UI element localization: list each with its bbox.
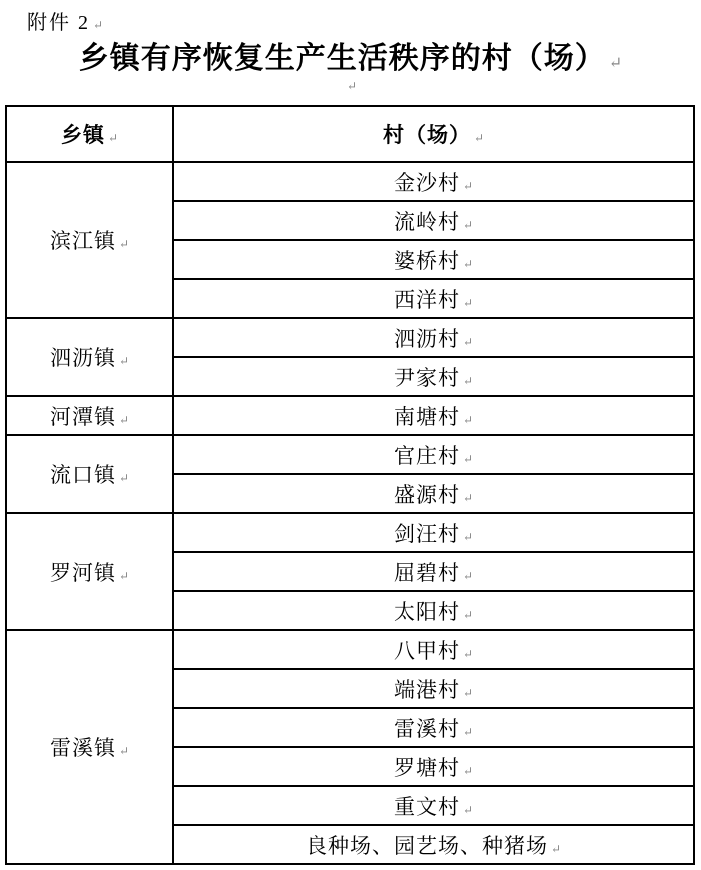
village-cell bbox=[173, 708, 694, 747]
paragraph-mark-icon: ↵ bbox=[462, 490, 474, 505]
paragraph-mark-icon: ↵ bbox=[473, 131, 485, 145]
village-cell bbox=[173, 162, 694, 201]
cell-text: 良种场、园艺场、种猪场 bbox=[305, 833, 548, 858]
township-cell bbox=[6, 435, 173, 513]
village-cell bbox=[173, 786, 694, 825]
cell-text: 端港村 bbox=[393, 677, 460, 702]
paragraph-mark-icon: ↵ bbox=[462, 568, 474, 583]
village-cell bbox=[173, 474, 694, 513]
cell-text: 罗塘村 bbox=[393, 755, 460, 780]
paragraph-mark-icon: ↵ bbox=[462, 451, 474, 466]
cell-text: 盛源村 bbox=[393, 482, 460, 507]
table-header-village bbox=[173, 106, 694, 162]
cell-text: 罗河镇 bbox=[49, 560, 116, 585]
paragraph-mark-icon: ↵ bbox=[608, 55, 623, 72]
village-cell bbox=[173, 279, 694, 318]
cell-text: 太阳村 bbox=[393, 599, 460, 624]
table-row bbox=[6, 630, 694, 669]
cell-text: 官庄村 bbox=[393, 443, 460, 468]
paragraph-mark-icon: ↵ bbox=[550, 841, 562, 856]
cell-text: 流岭村 bbox=[393, 209, 460, 234]
village-cell bbox=[173, 357, 694, 396]
township-cell bbox=[6, 513, 173, 630]
paragraph-mark-icon: ↵ bbox=[346, 79, 358, 93]
table-row bbox=[6, 162, 694, 201]
table-header-row bbox=[6, 106, 694, 162]
village-cell bbox=[173, 435, 694, 474]
cell-text: 流口镇 bbox=[49, 463, 116, 487]
cell-text: 金沙村 bbox=[393, 170, 460, 195]
paragraph-mark-icon: ↵ bbox=[462, 802, 474, 817]
township-cell bbox=[6, 318, 173, 396]
cell-text: 南塘村 bbox=[393, 404, 460, 429]
table-row bbox=[6, 435, 694, 474]
paragraph-mark-icon: ↵ bbox=[118, 568, 130, 583]
table-header bbox=[6, 106, 694, 162]
paragraph-mark-icon: ↵ bbox=[462, 256, 474, 271]
townships-table bbox=[5, 105, 695, 865]
paragraph-mark-icon: ↵ bbox=[462, 646, 474, 661]
paragraph-mark-icon: ↵ bbox=[462, 412, 474, 427]
cell-text: 雷溪镇 bbox=[49, 736, 116, 760]
village-cell bbox=[173, 747, 694, 786]
village-cell bbox=[173, 396, 694, 435]
paragraph-mark-icon: ↵ bbox=[462, 724, 474, 739]
paragraph-mark-icon: ↵ bbox=[118, 471, 130, 485]
cell-text: 婆桥村 bbox=[393, 248, 460, 273]
township-cell bbox=[6, 630, 173, 864]
paragraph-mark-icon: ↵ bbox=[462, 607, 474, 622]
cell-text: 河潭镇 bbox=[49, 404, 116, 429]
cell-text: 西洋村 bbox=[393, 287, 460, 312]
village-cell bbox=[173, 201, 694, 240]
village-cell bbox=[173, 318, 694, 357]
paragraph-mark-icon: ↵ bbox=[462, 763, 474, 778]
village-cell bbox=[173, 630, 694, 669]
paragraph-mark-icon: ↵ bbox=[118, 354, 130, 368]
paragraph-mark-icon: ↵ bbox=[462, 529, 474, 544]
table-row bbox=[6, 396, 694, 435]
paragraph-mark-icon: ↵ bbox=[93, 18, 104, 32]
paragraph-mark-icon: ↵ bbox=[462, 334, 474, 349]
empty-paragraph bbox=[0, 80, 701, 92]
paragraph-mark-icon: ↵ bbox=[462, 685, 474, 700]
page-title-text: 乡镇有序恢复生产生活秩序的村（场） bbox=[78, 42, 606, 75]
header-village-text: 村（场） bbox=[382, 123, 471, 147]
township-cell bbox=[6, 396, 173, 435]
paragraph-mark-icon: ↵ bbox=[118, 412, 130, 427]
paragraph-mark-icon: ↵ bbox=[107, 131, 119, 145]
township-cell bbox=[6, 162, 173, 318]
cell-text: 重文村 bbox=[393, 794, 460, 819]
paragraph-mark-icon: ↵ bbox=[462, 178, 474, 193]
paragraph-mark-icon: ↵ bbox=[462, 295, 474, 310]
village-cell bbox=[173, 552, 694, 591]
table-header-township bbox=[6, 106, 173, 162]
cell-text: 八甲村 bbox=[393, 638, 460, 663]
cell-text: 泗沥村 bbox=[393, 326, 460, 351]
cell-text: 剑汪村 bbox=[393, 521, 460, 546]
village-cell bbox=[173, 669, 694, 708]
paragraph-mark-icon: ↵ bbox=[118, 744, 130, 758]
paragraph-mark-icon: ↵ bbox=[462, 217, 474, 232]
cell-text: 尹家村 bbox=[393, 365, 460, 390]
cell-text: 泗沥镇 bbox=[49, 346, 116, 370]
header-township-text: 乡镇 bbox=[60, 123, 105, 147]
village-cell bbox=[173, 591, 694, 630]
cell-text: 屈碧村 bbox=[393, 560, 460, 585]
village-cell bbox=[173, 240, 694, 279]
table-row bbox=[6, 513, 694, 552]
village-cell bbox=[173, 825, 694, 864]
table-row bbox=[6, 318, 694, 357]
paragraph-mark-icon: ↵ bbox=[462, 373, 474, 388]
village-cell bbox=[173, 513, 694, 552]
paragraph-mark-icon: ↵ bbox=[118, 237, 130, 251]
cell-text: 雷溪村 bbox=[393, 716, 460, 741]
cell-text: 滨江镇 bbox=[49, 229, 116, 253]
table-body bbox=[6, 162, 694, 864]
attachment-label bbox=[27, 6, 103, 35]
attachment-label-text: 附件 2 bbox=[27, 12, 90, 34]
page-title bbox=[0, 33, 701, 77]
